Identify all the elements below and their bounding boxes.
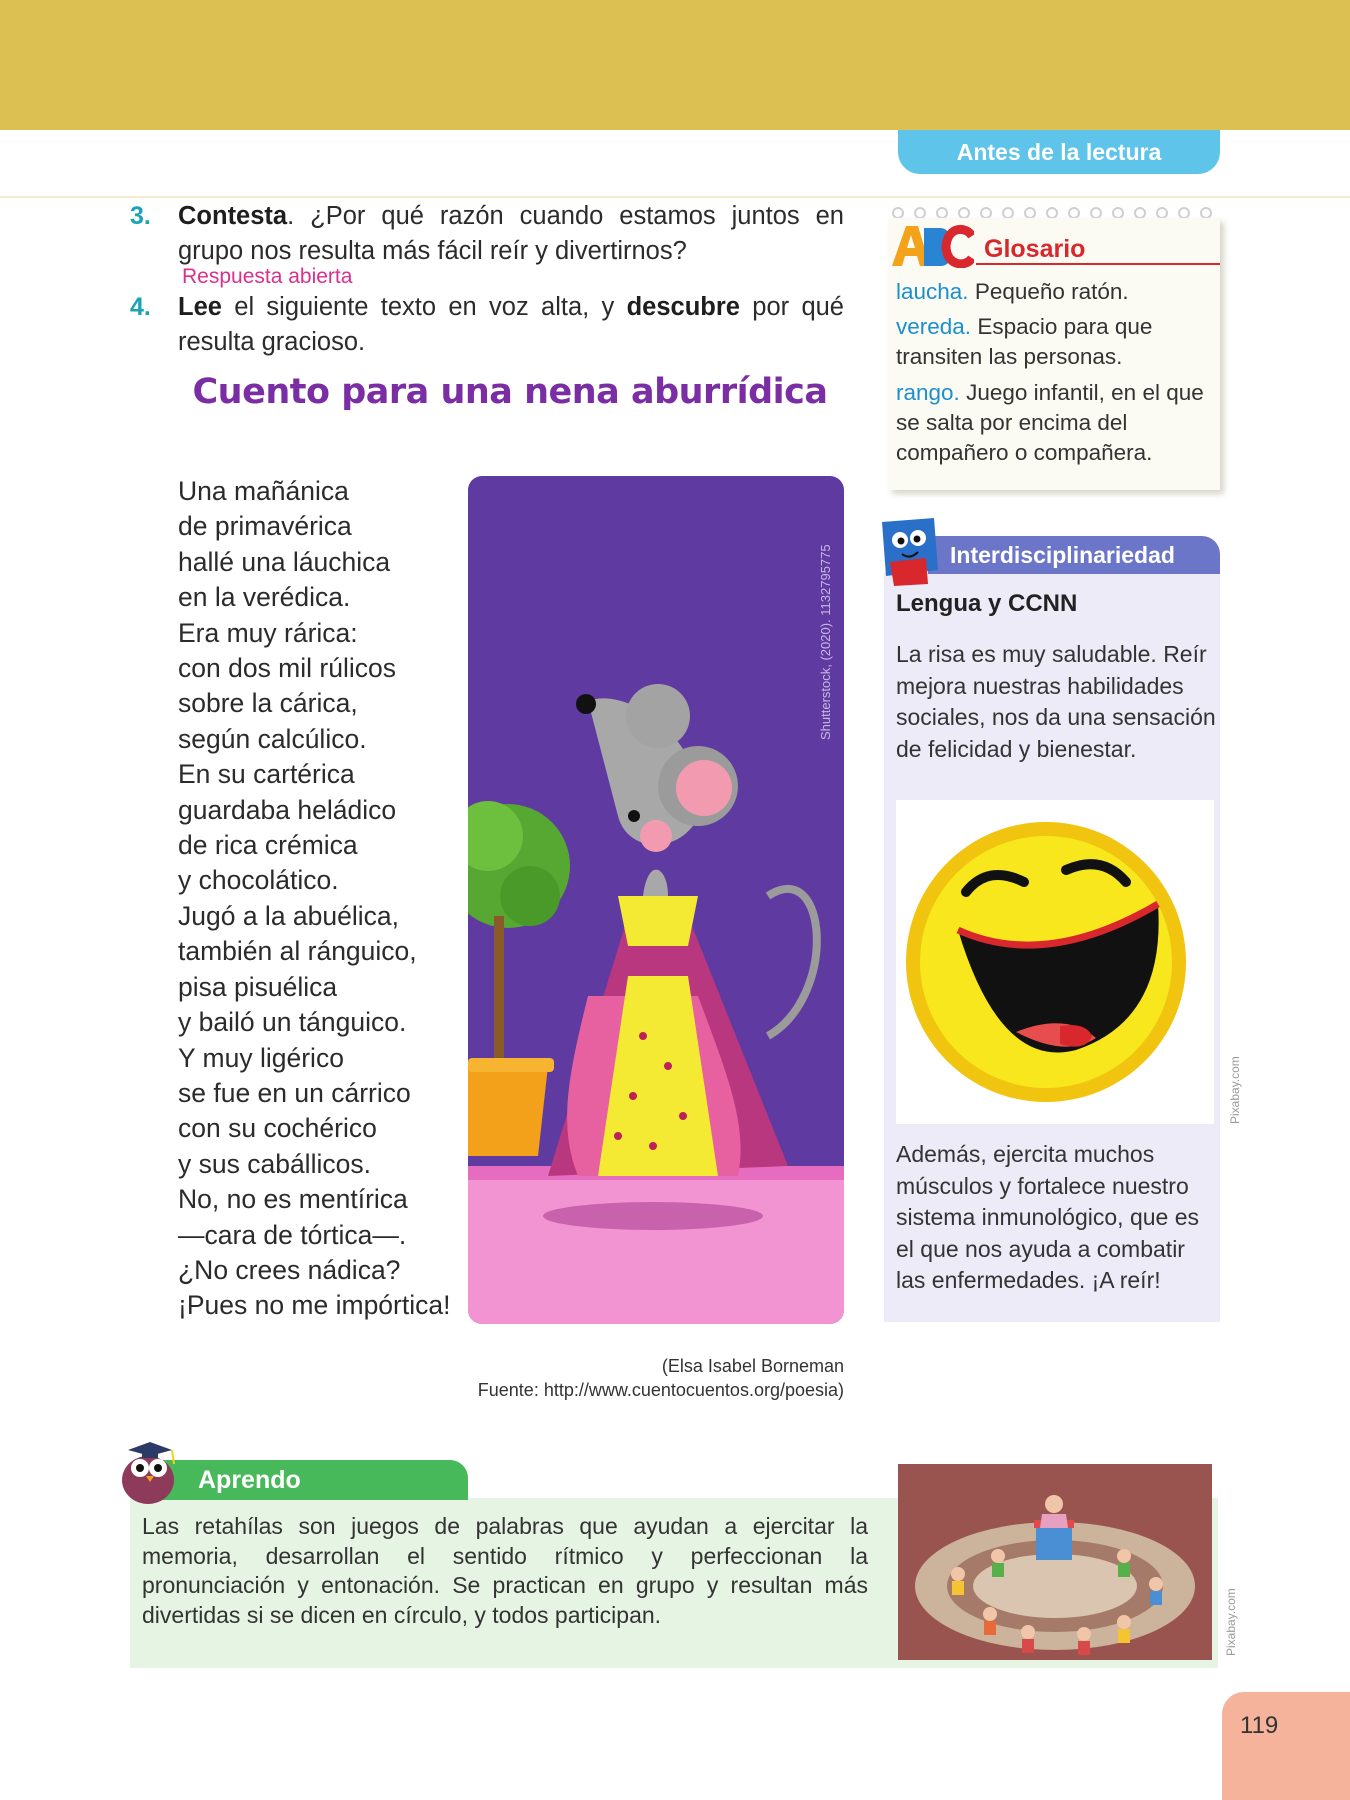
glossary-entry (896, 378, 1216, 468)
poem-line: No, no es mentírica (178, 1184, 408, 1215)
question-4-text (178, 290, 844, 360)
question-4-body-a: el siguiente texto en voz alta, y (221, 293, 627, 321)
poem-source-url: Fuente: http://www.cuentocuentos.org/poesia) (477, 1380, 844, 1400)
abc-icon (888, 222, 974, 268)
poem-line: de primavérica (178, 511, 352, 542)
question-3-body: . ¿Por qué razón cuando estamos juntos en grupo nos resulta más fácil reír y divertirnos? (178, 202, 844, 265)
poem-line: Y muy ligérico (178, 1042, 344, 1073)
glossary-definition: Juego infantil, en el que se salta por encima del compañero o compañera. (896, 380, 1204, 465)
glossary-term: rango. (896, 380, 960, 405)
owl-icon (116, 1436, 184, 1506)
question-3-verb: Contesta (178, 202, 288, 230)
laughing-face-icon (896, 800, 1214, 1124)
glossary-title: Glosario (984, 235, 1086, 263)
question-4-verb2: descubre (626, 293, 740, 321)
poem-author: (Elsa Isabel Borneman (661, 1356, 844, 1376)
glossary-term: vereda. (896, 314, 972, 339)
poem-line: Era muy rárica: (178, 617, 358, 648)
header-band (0, 0, 1350, 130)
poem-line: Jugó a la abuélica, (178, 900, 399, 931)
interdisciplinary-text-1: La risa es muy saludable. Reír mejora nuestras habilidades sociales, nos da una sensación de felicidad y bienestar. (896, 641, 1216, 762)
poem-line: y bailó un tánguico. (178, 1007, 407, 1038)
glossary-entry (896, 277, 1216, 307)
glossary-definition: Espacio para que transiten las personas. (896, 314, 1153, 369)
poem-line: ¿No crees nádica? (178, 1254, 401, 1285)
poem-line: en la verédica. (178, 582, 351, 613)
poem-line: En su cartérica (178, 759, 355, 790)
section-tab: Antes de la lectura (898, 130, 1220, 174)
poem-line: según calcúlico. (178, 723, 367, 754)
interdisciplinary-tab: Interdisciplinariedad (928, 536, 1220, 574)
poem-title: Cuento para una nena aburrídica (192, 372, 828, 412)
glossary-term: laucha. (896, 279, 969, 304)
divider (976, 263, 1220, 265)
poem-line: —cara de tórtica—. (178, 1219, 407, 1250)
image-credit: Pixabay.com (1224, 1588, 1238, 1656)
poem-line: hallé una láuchica (178, 546, 391, 577)
poem-line: y chocolático. (178, 865, 339, 896)
question-3-text (178, 199, 844, 269)
mouse-illustration (468, 476, 844, 1324)
answer-note: Respuesta abierta (182, 265, 353, 288)
page-number-tab (1222, 1692, 1350, 1800)
glossary-definition: Pequeño ratón. (968, 279, 1129, 304)
page-number: 119 (1240, 1712, 1279, 1739)
glossary-entry (896, 312, 1216, 372)
poem-text (178, 474, 450, 1324)
poem-line: con su cochérico (178, 1113, 377, 1144)
interdisciplinary-subtitle: Lengua y CCNN (896, 590, 1078, 617)
poem-line: guardaba heládico (178, 794, 397, 825)
laughing-smiley-image (896, 800, 1214, 1124)
book-character-icon (872, 514, 944, 590)
interdisciplinary-text-2: Además, ejercita muchos músculos y fortalece nuestro sistema inmunológico, que es el que nos ayuda a combatir las enfermedades. ¡A reír! (896, 1141, 1199, 1293)
children-circle-image (898, 1464, 1212, 1660)
poem-line: sobre la cárica, (178, 688, 358, 719)
poem-line: ¡Pues no me impórtica! (178, 1290, 451, 1321)
poem-line: pisa pisuélica (178, 971, 338, 1002)
question-4-number: 4. (130, 293, 151, 321)
divider (0, 196, 1350, 198)
poem-source (340, 1354, 844, 1402)
poem-line: con dos mil rúlicos (178, 653, 396, 684)
question-4-body-b: por qué resulta gracioso. (178, 293, 844, 356)
poem-line: Una mañánica (178, 476, 349, 506)
question-3-number: 3. (130, 202, 151, 230)
question-4-verb: Lee (178, 293, 222, 321)
image-credit: Shutterstock, (2020). 1132795775 (818, 544, 833, 740)
image-credit: Pixabay.com (1228, 1056, 1242, 1124)
aprendo-text: Las retahílas son juegos de palabras que ayudan a ejercitar la memoria, desarrollan el sentido rítmico y perfeccionan la pronunciación y entonación. Se practican en grupo y resultan más divertidas si se dicen en círculo, y todos participan. (142, 1513, 868, 1628)
poem-line: y sus cabállicos. (178, 1148, 371, 1179)
poem-line: se fue en un cárrico (178, 1077, 411, 1108)
poem-line: también al ránguico, (178, 936, 417, 967)
aprendo-tab: Aprendo (150, 1460, 468, 1500)
poem-line: de rica crémica (178, 830, 358, 861)
